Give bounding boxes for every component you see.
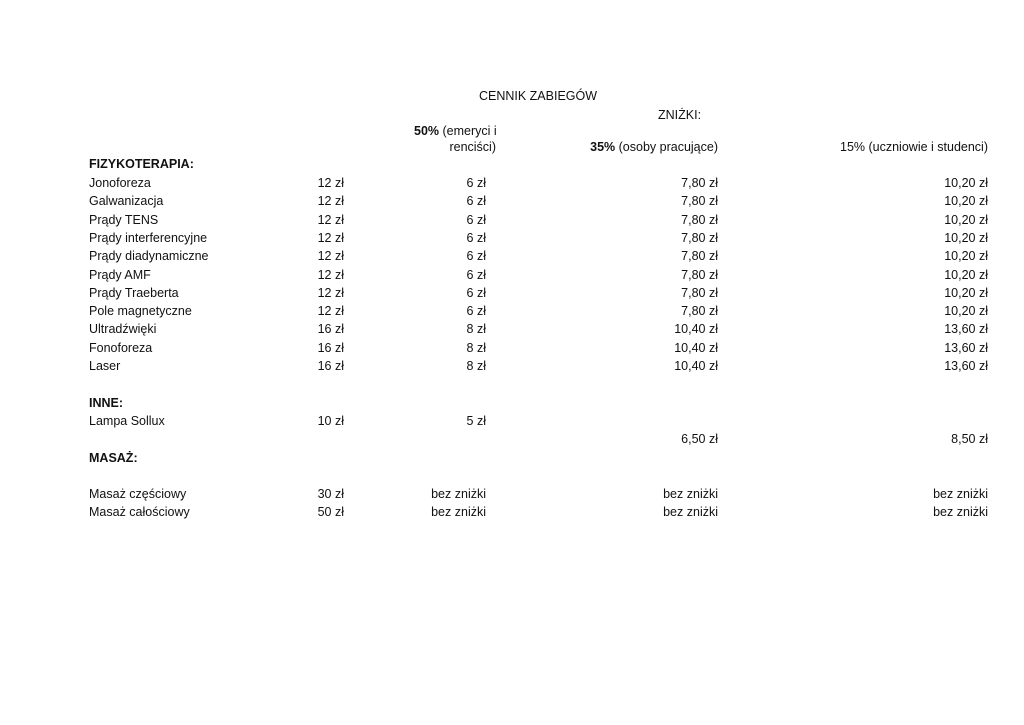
price-discount-15: bez zniżki bbox=[933, 487, 988, 501]
price-discount-50: 6 zł bbox=[466, 176, 486, 190]
table-row bbox=[0, 213, 1024, 231]
price-discount-50: 6 zł bbox=[466, 194, 486, 208]
price-discount-35: 10,40 zł bbox=[674, 322, 718, 336]
price-discount-35: 10,40 zł bbox=[674, 359, 718, 373]
discount-35-percent: 35% bbox=[590, 140, 616, 154]
treatment-price: 12 zł bbox=[317, 231, 344, 245]
price-discount-50: 5 zł bbox=[466, 414, 486, 428]
price-discount-35: 7,80 zł bbox=[681, 268, 718, 282]
discounts-heading: ZNIŻKI: bbox=[658, 108, 702, 122]
price-discount-50: 8 zł bbox=[466, 322, 486, 336]
price-discount-35: bez zniżki bbox=[663, 487, 718, 501]
treatment-name: Prądy interferencyjne bbox=[89, 231, 208, 245]
treatment-name: Prądy AMF bbox=[89, 268, 151, 282]
price-discount-35: 7,80 zł bbox=[681, 213, 718, 227]
price-discount-35: 7,80 zł bbox=[681, 194, 718, 208]
price-discount-35: 7,80 zł bbox=[681, 249, 718, 263]
price-discount-50: 6 zł bbox=[466, 268, 486, 282]
treatment-price: 16 zł bbox=[317, 359, 344, 373]
section-fizykoterapia: FIZYKOTERAPIA: bbox=[89, 157, 194, 171]
price-discount-15: bez zniżki bbox=[933, 505, 988, 519]
price-discount-50: 8 zł bbox=[466, 341, 486, 355]
table-row bbox=[0, 304, 1024, 322]
treatment-name: Laser bbox=[89, 359, 121, 373]
price-discount-35: 7,80 zł bbox=[681, 286, 718, 300]
price-discount-15: 10,20 zł bbox=[944, 213, 988, 227]
treatment-price: 12 zł bbox=[317, 286, 344, 300]
treatment-price: 16 zł bbox=[317, 341, 344, 355]
price-discount-35: 10,40 zł bbox=[674, 341, 718, 355]
table-row bbox=[0, 341, 1024, 359]
price-discount-50: 6 zł bbox=[466, 231, 486, 245]
price-discount-15: 13,60 zł bbox=[944, 341, 988, 355]
table-row bbox=[0, 432, 1024, 450]
price-discount-50: 6 zł bbox=[466, 304, 486, 318]
table-row bbox=[0, 414, 1024, 432]
table-row bbox=[0, 231, 1024, 249]
section-masaz: MASAŻ: bbox=[89, 451, 138, 465]
discount-15-header: 15% (uczniowie i studenci) bbox=[840, 140, 988, 154]
discount-50-desc-a: (emeryci i bbox=[439, 124, 497, 138]
table-row bbox=[0, 322, 1024, 340]
price-discount-50: bez zniżki bbox=[431, 505, 486, 519]
treatment-name: Prądy TENS bbox=[89, 213, 159, 227]
price-discount-15: 10,20 zł bbox=[944, 304, 988, 318]
treatment-name: Pole magnetyczne bbox=[89, 304, 192, 318]
price-discount-35: 6,50 zł bbox=[681, 432, 718, 446]
treatment-name: Galwanizacja bbox=[89, 194, 164, 208]
treatment-price: 50 zł bbox=[317, 505, 344, 519]
treatment-price: 30 zł bbox=[317, 487, 344, 501]
treatment-name: Jonoforeza bbox=[89, 176, 151, 190]
price-discount-50: 6 zł bbox=[466, 213, 486, 227]
table-row bbox=[0, 359, 1024, 377]
discount-50-desc-b: renciści) bbox=[449, 140, 496, 154]
discount-35-header bbox=[590, 140, 718, 155]
treatment-price: 16 zł bbox=[317, 322, 344, 336]
price-discount-50: 8 zł bbox=[466, 359, 486, 373]
price-discount-15: 13,60 zł bbox=[944, 359, 988, 373]
page-title: CENNIK ZABIEGÓW bbox=[478, 89, 598, 103]
discount-50-header bbox=[414, 124, 497, 139]
price-discount-50: bez zniżki bbox=[431, 487, 486, 501]
section-inne: INNE: bbox=[89, 396, 124, 410]
price-discount-15: 10,20 zł bbox=[944, 176, 988, 190]
treatment-price: 10 zł bbox=[317, 414, 344, 428]
price-discount-15: 10,20 zł bbox=[944, 286, 988, 300]
price-discount-50: 6 zł bbox=[466, 286, 486, 300]
price-discount-35: bez zniżki bbox=[663, 505, 718, 519]
treatment-name: Masaż całościowy bbox=[89, 505, 190, 519]
price-discount-15: 13,60 zł bbox=[944, 322, 988, 336]
price-discount-35: 7,80 zł bbox=[681, 304, 718, 318]
table-row bbox=[0, 286, 1024, 304]
table-row bbox=[0, 505, 1024, 523]
treatment-price: 12 zł bbox=[317, 249, 344, 263]
price-discount-50: 6 zł bbox=[466, 249, 486, 263]
price-discount-15: 10,20 zł bbox=[944, 249, 988, 263]
discount-50-percent: 50% bbox=[414, 124, 440, 138]
treatment-price: 12 zł bbox=[317, 213, 344, 227]
price-discount-15: 8,50 zł bbox=[951, 432, 988, 446]
discount-35-desc: (osoby pracujące) bbox=[615, 140, 718, 154]
treatment-name: Ultradźwięki bbox=[89, 322, 157, 336]
price-discount-35: 7,80 zł bbox=[681, 231, 718, 245]
treatment-name: Prądy Traeberta bbox=[89, 286, 179, 300]
price-discount-35: 7,80 zł bbox=[681, 176, 718, 190]
table-row bbox=[0, 487, 1024, 505]
treatment-price: 12 zł bbox=[317, 268, 344, 282]
table-row bbox=[0, 176, 1024, 194]
table-row bbox=[0, 268, 1024, 286]
price-discount-15: 10,20 zł bbox=[944, 268, 988, 282]
treatment-name: Lampa Sollux bbox=[89, 414, 165, 428]
price-discount-15: 10,20 zł bbox=[944, 194, 988, 208]
treatment-name: Fonoforeza bbox=[89, 341, 153, 355]
treatment-price: 12 zł bbox=[317, 176, 344, 190]
treatment-name: Masaż częściowy bbox=[89, 487, 187, 501]
table-row bbox=[0, 194, 1024, 212]
treatment-price: 12 zł bbox=[317, 304, 344, 318]
table-row bbox=[0, 249, 1024, 267]
price-discount-15: 10,20 zł bbox=[944, 231, 988, 245]
treatment-price: 12 zł bbox=[317, 194, 344, 208]
treatment-name: Prądy diadynamiczne bbox=[89, 249, 209, 263]
